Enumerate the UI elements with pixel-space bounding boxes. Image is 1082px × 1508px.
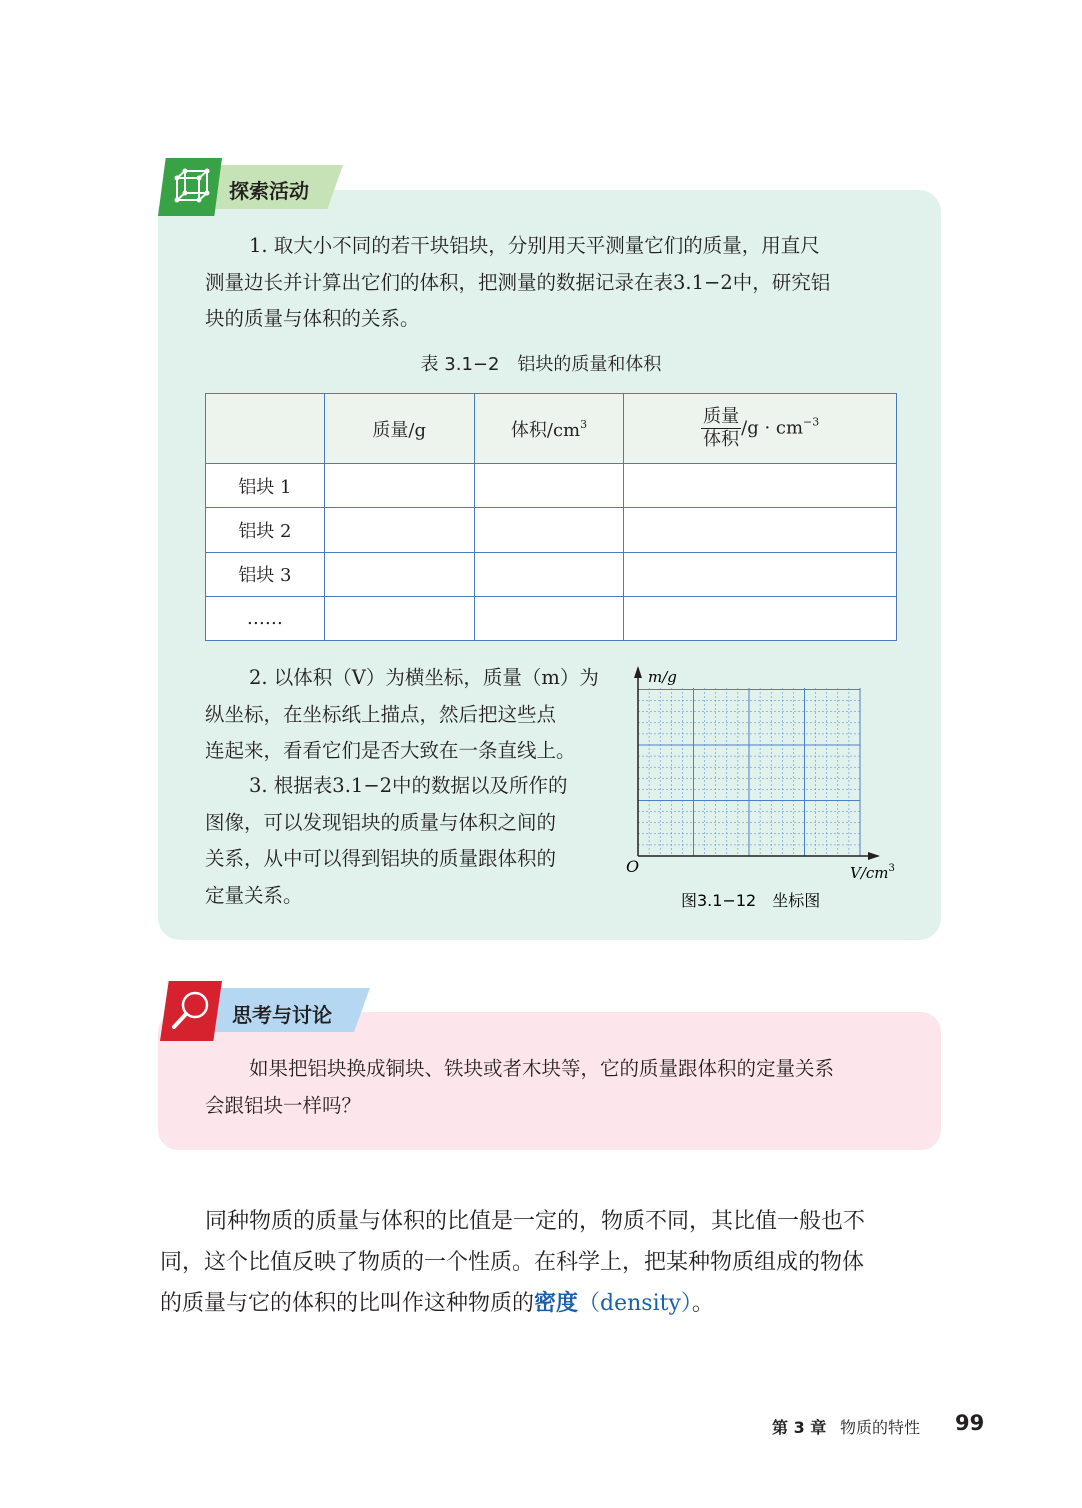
table-header-ratio: $\frac{\text{质量}}{\text{体积}}$ $/g \cdot cm^{-3}$ (624, 394, 897, 464)
x-axis-label: $V/cm^3$ (850, 863, 895, 882)
explore-step-2-line: 纵坐标，在坐标纸上描点，然后把这些点 (205, 702, 557, 726)
table-cell (474, 464, 624, 508)
table-row-label: …… (206, 596, 325, 640)
explore-step-1-line: 块的质量与体积的关系。 (205, 307, 420, 330)
explore-step-1-line: 测量边长并计算出它们的体积，把测量的数据记录在表3.1−2中，研究铝 (205, 270, 831, 294)
x-axis-arrow (868, 852, 880, 860)
explore-step-3-line: 3. 根据表3.1−2中的数据以及所作的 (249, 774, 568, 797)
think-question-line: 如果把铝块换成铜块、铁块或者木块等，它的质量跟体积的定量关系 (249, 1057, 835, 1080)
coordinate-graph (620, 660, 910, 920)
body-line: 同种物质的质量与体积的比值是一定的，物质不同，其比值一般也不 (205, 1209, 866, 1234)
table-cell (324, 464, 474, 508)
table-header-volume: 体积$/cm^3$ (474, 394, 624, 464)
table-header-empty (206, 394, 325, 464)
table-cell (624, 596, 897, 640)
table-caption: 表 3.1−2 铝块的质量和体积 (420, 354, 662, 375)
explore-step-3-line: 关系，从中可以得到铝块的质量跟体积的 (205, 847, 557, 870)
table-row-label: 铝块 2 (206, 508, 325, 552)
table-cell (474, 508, 624, 552)
keyword-density-english: （density） (578, 1291, 692, 1316)
data-table (205, 393, 897, 641)
explore-step-1-line: 1. 取大小不同的若干块铝块，分别用天平测量它们的质量，用直尺 (249, 234, 820, 257)
origin-label: O (626, 857, 640, 876)
table-row (206, 552, 897, 596)
explore-step-3-line: 定量关系。 (205, 883, 303, 907)
body-paragraph (160, 1201, 865, 1324)
y-axis-arrow (634, 666, 642, 678)
explore-step-2 (205, 660, 599, 770)
cube-icon (158, 158, 222, 216)
table-row (206, 596, 897, 640)
keyword-density: 密度 (534, 1291, 579, 1316)
table-row (206, 464, 897, 508)
think-question-line: 会跟铝块一样吗？ (205, 1093, 362, 1117)
table-cell (474, 552, 624, 596)
page-number: 99 (955, 1411, 985, 1435)
explore-activity-title: 探索活动 (229, 179, 309, 203)
think-discuss-title: 思考与讨论 (232, 1003, 332, 1027)
table-header-row (206, 394, 897, 464)
explore-step-3-line: 图像，可以发现铝块的质量与体积之间的 (205, 810, 557, 834)
y-axis-label: m/g (648, 668, 677, 686)
think-discuss-tab (160, 985, 372, 1035)
explore-step-2-line: 连起来，看看它们是否大致在一条直线上。 (205, 739, 576, 762)
magnifier-icon (160, 981, 222, 1041)
ratio-fraction: $\frac{\text{质量}}{\text{体积}}$ (703, 406, 740, 451)
explore-step-1 (205, 228, 830, 338)
table-cell (624, 508, 897, 552)
table-cell (474, 596, 624, 640)
table-row-label: 铝块 1 (206, 464, 325, 508)
footer-chapter: 第 3 章 (772, 1418, 827, 1437)
table-cell (324, 552, 474, 596)
table-cell (624, 464, 897, 508)
graph-caption: 图3.1−12 坐标图 (681, 891, 821, 910)
think-question (205, 1051, 834, 1124)
body-line: 的质量与它的体积的比叫作这种物质的密度（density）。 (160, 1291, 714, 1316)
table-cell (324, 508, 474, 552)
table-row-label: 铝块 3 (206, 552, 325, 596)
table-row (206, 508, 897, 552)
explore-step-2-line: 2. 以体积（V）为横坐标，质量（m）为 (249, 666, 599, 689)
body-line: 同，这个比值反映了物质的一个性质。在科学上，把某种物质组成的物体 (160, 1250, 865, 1275)
table-cell (624, 552, 897, 596)
table-cell (324, 596, 474, 640)
footer-chapter-title: 物质的特性 (840, 1418, 921, 1437)
table-header-mass: 质量/g (324, 394, 474, 464)
explore-activity-tab (158, 163, 344, 213)
explore-step-3 (205, 768, 568, 914)
